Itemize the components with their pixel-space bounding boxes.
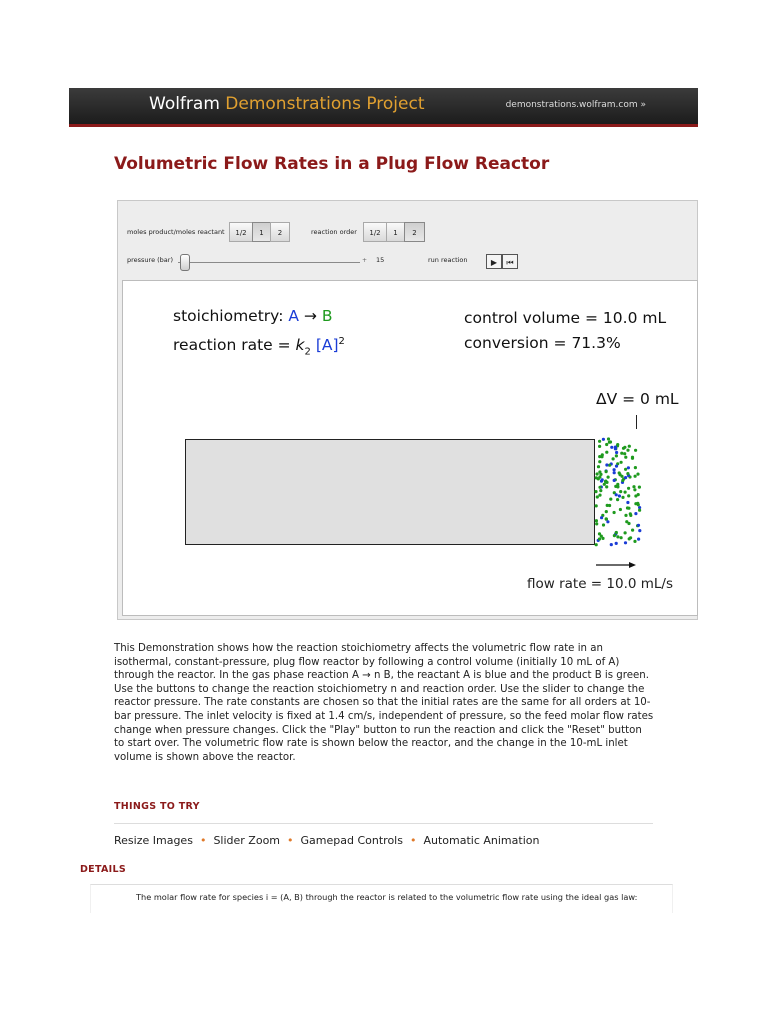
- order-option-1[interactable]: 1: [386, 222, 405, 242]
- molecule-dot: [612, 457, 615, 460]
- things-to-try-links: Resize Images • Slider Zoom • Gamepad Controls • Automatic Animation: [114, 834, 540, 847]
- brand-logo[interactable]: [149, 94, 425, 114]
- molecule-dot: [609, 440, 612, 443]
- divider: [114, 823, 653, 824]
- molecule-dot: [610, 543, 613, 546]
- molecule-dot: [598, 460, 601, 463]
- molecule-dot: [602, 438, 605, 441]
- molecule-dot: [627, 487, 630, 490]
- header-banner: [69, 88, 698, 127]
- molecule-dot: [598, 445, 601, 448]
- molecule-dot: [638, 486, 641, 489]
- molecule-dot: [634, 512, 637, 515]
- molecule-dot: [598, 440, 601, 443]
- molecule-dot: [624, 456, 627, 459]
- conversion-label: conversion = 71.3%: [464, 334, 621, 352]
- molecule-dot: [634, 466, 637, 469]
- link-automatic-animation[interactable]: Automatic Animation: [423, 834, 540, 847]
- page-title: Volumetric Flow Rates in a Plug Flow Reactor: [114, 154, 550, 174]
- molecule-dot: [638, 509, 641, 512]
- pressure-label: pressure (bar): [127, 256, 173, 264]
- molecule-dot: [636, 473, 639, 476]
- order-option-2[interactable]: 2: [404, 222, 425, 242]
- link-gamepad-controls[interactable]: Gamepad Controls: [300, 834, 403, 847]
- molecule-dot: [601, 478, 604, 481]
- pressure-slider-thumb[interactable]: [180, 254, 190, 271]
- slider-expand-icon[interactable]: +: [362, 257, 368, 264]
- molecule-dot: [629, 512, 632, 515]
- molecule-dot: [624, 541, 627, 544]
- brand-main: Wolfram: [149, 94, 220, 114]
- molecule-dot: [620, 452, 623, 455]
- molecule-dot: [594, 490, 597, 493]
- moles-option-1[interactable]: 1: [252, 222, 271, 242]
- description-text: This Demonstration shows how the reaction stoichiometry affects the volumetric flow rate in an isothermal, constant-pressure, plug flow reactor by following a control volume (initially 10 mL of A) through the reactor. In the gas phase reaction A → n B, the reactant A is blue and the product B is green. Use the buttons to change the reaction stoichiometry n and reaction order. Use the slider to change the reactor pressure. The rate constants are chosen so that the initial rates are the same for all orders at 10-bar pressure. The inlet velocity is fixed at 1.4 cm/s, independent of pressure, so the feed molar flow rates change when pressure changes. Click the "Play" button to run the reaction and click the "Reset" button to start over. The volumetric flow rate is shown below the reactor, and the change in the 10-mL inlet volume is shown above the reactor.: [114, 643, 654, 763]
- run-label: run reaction: [428, 256, 468, 264]
- molecule-dot: [613, 511, 616, 514]
- moles-label: moles product/moles reactant: [127, 228, 225, 236]
- molecule-dot: [631, 529, 634, 532]
- control-volume-particles: [592, 436, 644, 550]
- molecule-dot: [632, 485, 635, 488]
- molecule-dot: [621, 496, 624, 499]
- molecule-dot: [616, 535, 619, 538]
- things-to-try-heading: THINGS TO TRY: [114, 801, 200, 812]
- molecule-dot: [606, 504, 609, 507]
- molecule-dot: [627, 494, 630, 497]
- molecule-dot: [637, 524, 640, 527]
- molecule-dot: [596, 495, 599, 498]
- order-label: reaction order: [311, 228, 357, 236]
- molecule-dot: [634, 475, 637, 478]
- link-slider-zoom[interactable]: Slider Zoom: [213, 834, 281, 847]
- molecule-dot: [615, 542, 618, 545]
- molecule-dot: [626, 472, 629, 475]
- details-text: The molar flow rate for species i = (A, B) through the reactor is related to the volumetric flow rate using the ideal gas law:: [136, 892, 638, 902]
- molecule-dot: [619, 490, 622, 493]
- molecule-dot: [613, 534, 616, 537]
- molecule-dot: [605, 470, 608, 473]
- molecule-dot: [626, 449, 629, 452]
- link-resize-images[interactable]: Resize Images: [114, 834, 193, 847]
- molecule-dot: [637, 538, 640, 541]
- molecule-dot: [599, 473, 602, 476]
- molecule-dot: [623, 452, 626, 455]
- molecule-dot: [626, 501, 629, 504]
- molecule-dot: [615, 465, 618, 468]
- molecule-dot: [616, 498, 619, 501]
- molecule-dot: [599, 489, 602, 492]
- molecule-dot: [605, 517, 608, 520]
- molecule-dot: [609, 498, 612, 501]
- molecule-dot: [615, 454, 618, 457]
- molecule-dot: [605, 485, 608, 488]
- molecule-dot: [600, 516, 603, 519]
- stoichiometry-label: stoichiometry: A → B: [173, 307, 333, 325]
- molecule-dot: [628, 445, 631, 448]
- molecule-dot: [601, 453, 604, 456]
- play-icon: ▶: [490, 258, 498, 267]
- molecule-dot: [606, 520, 609, 523]
- molecule-dot: [626, 506, 629, 509]
- molecule-dot: [615, 531, 618, 534]
- molecule-dot: [597, 465, 600, 468]
- reactor-tube: [185, 439, 595, 545]
- molecule-dot: [624, 491, 627, 494]
- delta-v-label: ΔV = 0 mL: [596, 390, 679, 408]
- molecule-dot: [627, 466, 630, 469]
- reset-button[interactable]: [502, 254, 518, 269]
- molecule-dot: [595, 543, 598, 546]
- molecule-dot: [628, 537, 631, 540]
- molecule-dot: [596, 472, 599, 475]
- molecule-dot: [613, 479, 616, 482]
- molecule-dot: [638, 529, 641, 532]
- molecule-dot: [618, 471, 621, 474]
- play-button[interactable]: [486, 254, 502, 269]
- molecule-dot: [595, 522, 598, 525]
- molecule-dot: [624, 531, 627, 534]
- molecule-dot: [598, 486, 601, 489]
- molecule-dot: [603, 483, 606, 486]
- molecule-dot: [633, 488, 636, 491]
- molecule-dot: [620, 475, 623, 478]
- molecule-dot: [613, 468, 616, 471]
- molecule-dot: [616, 485, 619, 488]
- molecule-dot: [624, 514, 627, 517]
- molecule-dot: [595, 504, 598, 507]
- molecule-dot: [598, 537, 601, 540]
- molecule-dot: [636, 502, 639, 505]
- flow-rate-label: flow rate = 10.0 mL/s: [527, 576, 674, 592]
- molecule-dot: [624, 476, 627, 479]
- molecule-dot: [619, 508, 622, 511]
- molecule-dot: [618, 494, 621, 497]
- reset-icon: ⏮: [506, 258, 514, 267]
- molecule-dot: [631, 457, 634, 460]
- molecule-dot: [605, 451, 608, 454]
- delta-v-marker: [636, 415, 637, 429]
- molecule-dot: [625, 520, 628, 523]
- site-link[interactable]: demonstrations.wolfram.com »: [505, 100, 646, 110]
- molecule-dot: [615, 451, 618, 454]
- molecule-dot: [615, 493, 618, 496]
- molecule-dot: [605, 463, 608, 466]
- brand-sub: Demonstrations Project: [225, 94, 425, 114]
- molecule-dot: [595, 519, 598, 522]
- molecule-dot: [614, 446, 617, 449]
- molecule-dot: [633, 540, 636, 543]
- control-volume-label: control volume = 10.0 mL: [464, 309, 667, 327]
- order-option-half[interactable]: 1/2: [363, 222, 387, 242]
- molecule-dot: [613, 471, 616, 474]
- molecule-dot: [605, 510, 608, 513]
- molecule-dot: [620, 536, 623, 539]
- molecule-dot: [601, 537, 604, 540]
- molecule-dot: [624, 468, 627, 471]
- molecule-dot: [605, 443, 608, 446]
- pressure-slider-track[interactable]: [178, 262, 360, 263]
- molecule-dot: [622, 447, 625, 450]
- molecule-dot: [610, 446, 613, 449]
- moles-option-2[interactable]: 2: [270, 222, 290, 242]
- reaction-rate-label: reaction rate = $k_2$ $[A]^2$: [173, 336, 345, 358]
- molecule-dot: [620, 461, 623, 464]
- molecule-dot: [602, 523, 605, 526]
- molecule-dot: [607, 476, 610, 479]
- molecule-dot: [637, 493, 640, 496]
- molecule-dot: [604, 480, 607, 483]
- pressure-value: 15: [376, 256, 385, 264]
- details-heading: DETAILS: [80, 864, 127, 875]
- molecule-dot: [598, 494, 601, 497]
- moles-option-half[interactable]: 1/2: [229, 222, 253, 242]
- flow-arrow-icon: [596, 559, 636, 571]
- molecule-dot: [607, 437, 610, 440]
- molecule-dot: [634, 449, 637, 452]
